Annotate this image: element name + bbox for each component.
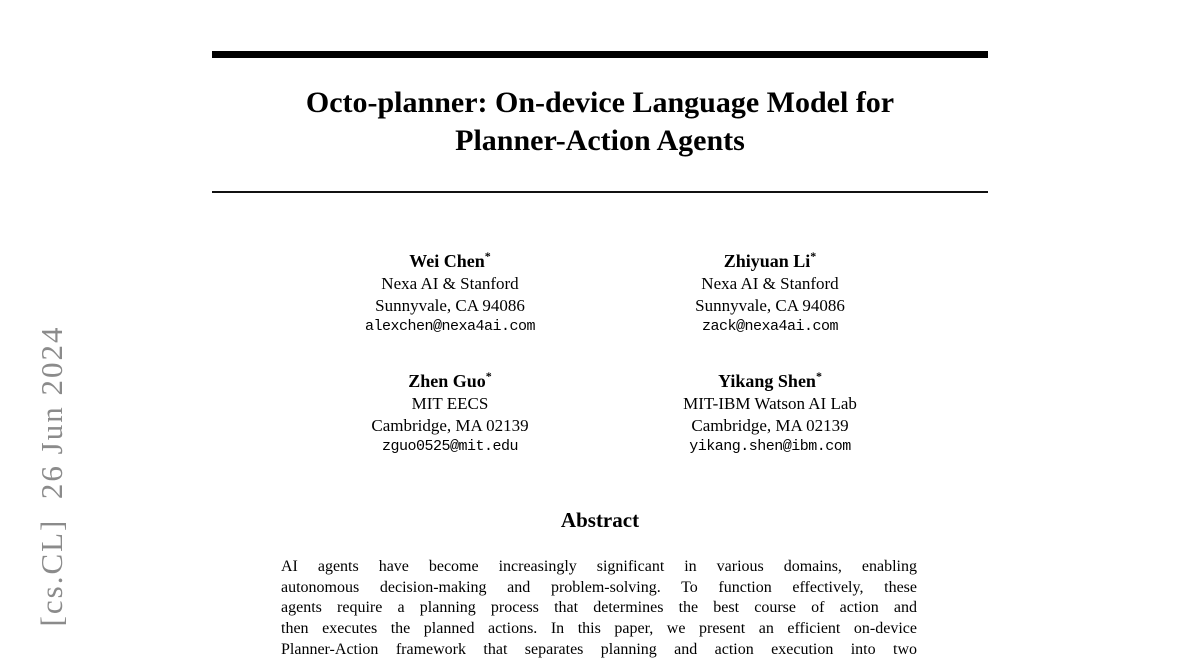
author-affiliation: MIT-IBM Watson AI Lab bbox=[683, 393, 857, 413]
author-address: Sunnyvale, CA 94086 bbox=[375, 295, 525, 315]
title-rule-thick bbox=[212, 51, 988, 58]
paper-title bbox=[212, 84, 988, 160]
author-block-zhen-guo bbox=[310, 366, 590, 458]
abstract-line: autonomous decision-making and problem-solving. To function effectively, these bbox=[281, 578, 917, 596]
title-rule-thin bbox=[212, 191, 988, 193]
author-email: zguo0525@mit.edu bbox=[381, 438, 519, 456]
author-block-yikang-shen bbox=[630, 366, 910, 458]
abstract-line: AI agents have become increasingly significant in various domains, enabling bbox=[281, 558, 917, 575]
abstract-heading: Abstract bbox=[560, 508, 640, 532]
footnote-marker: * bbox=[485, 369, 492, 383]
author-affiliation: MIT EECS bbox=[411, 393, 489, 413]
abstract-line-clipped: Planner-Action framework that separates planning and action execution into two bbox=[281, 640, 917, 658]
footnote-marker: * bbox=[484, 249, 491, 263]
arxiv-stamp: [cs.CL] 26 Jun 2024 bbox=[34, 325, 69, 627]
author-block-zhiyuan-li bbox=[630, 246, 910, 338]
author-email: alexchen@nexa4ai.com bbox=[364, 318, 536, 336]
author-name bbox=[630, 246, 910, 273]
paper-title-line-2: Planner-Action Agents bbox=[455, 124, 745, 157]
author-block-wei-chen bbox=[310, 246, 590, 338]
footnote-marker: * bbox=[810, 249, 817, 263]
abstract-line: then executes the planned actions. In this paper, we present an efficient on-device bbox=[281, 620, 917, 638]
author-name-text: Wei Chen bbox=[409, 251, 485, 271]
author-affiliation: Nexa AI & Stanford bbox=[381, 273, 519, 293]
author-address: Cambridge, MA 02139 bbox=[691, 415, 849, 435]
author-affiliation: Nexa AI & Stanford bbox=[701, 273, 839, 293]
footnote-marker: * bbox=[815, 369, 822, 383]
abstract-body bbox=[281, 557, 917, 661]
author-name-text: Zhen Guo bbox=[408, 371, 486, 391]
author-name-text: Yikang Shen bbox=[718, 371, 816, 391]
author-email: zack@nexa4ai.com bbox=[701, 318, 839, 336]
author-email: yikang.shen@ibm.com bbox=[689, 438, 851, 456]
author-name bbox=[310, 246, 590, 273]
author-name bbox=[630, 366, 910, 393]
abstract-line: agents require a planning process that determines the best course of action and bbox=[281, 599, 917, 617]
author-name bbox=[310, 366, 590, 393]
author-address: Cambridge, MA 02139 bbox=[371, 415, 529, 435]
author-name-text: Zhiyuan Li bbox=[723, 251, 811, 271]
paper-title-line-1: Octo-planner: On-device Language Model for bbox=[305, 86, 895, 119]
author-address: Sunnyvale, CA 94086 bbox=[695, 295, 845, 315]
